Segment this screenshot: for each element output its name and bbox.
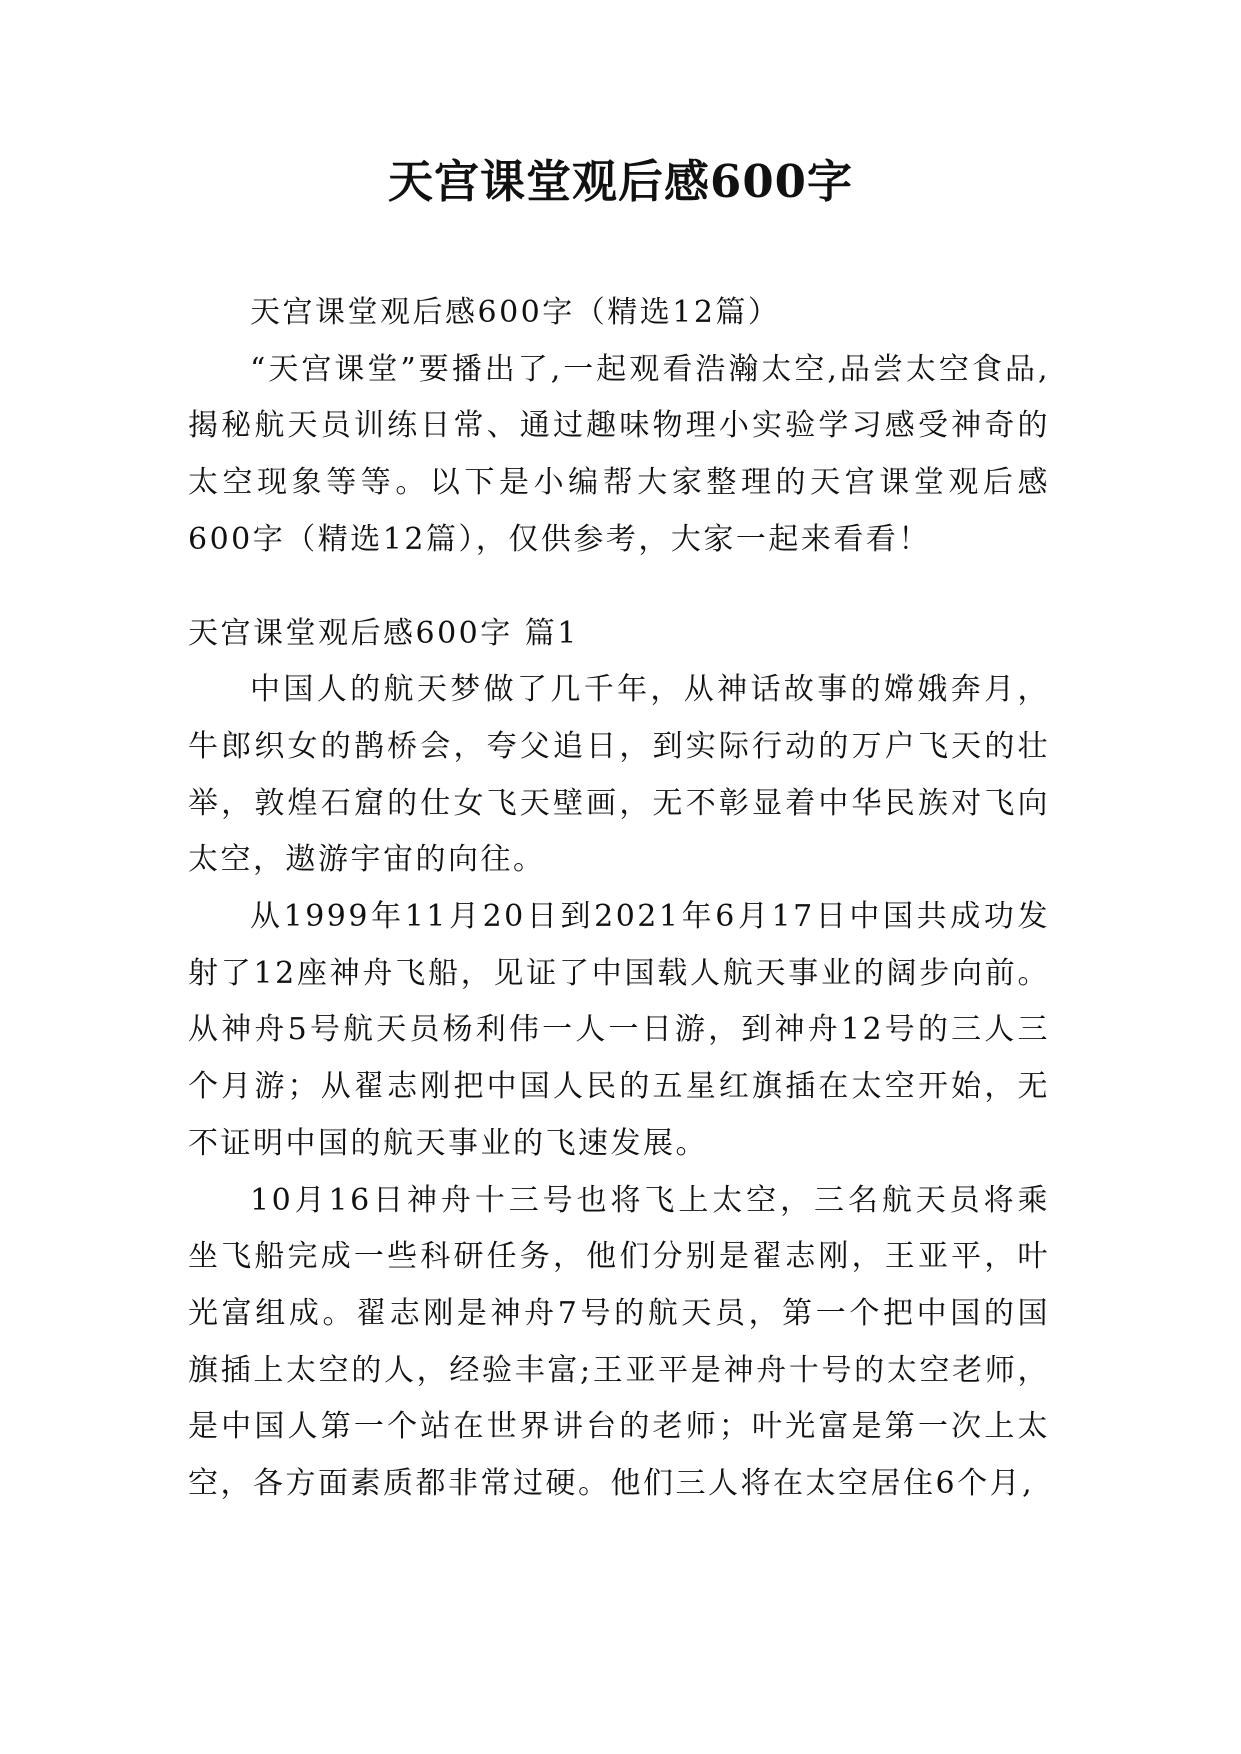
section-heading: 天宫课堂观后感600字 篇1 <box>188 615 579 651</box>
intro-subtitle: 天宫课堂观后感600字（精选12篇） <box>250 295 781 330</box>
document-title: 天宫课堂观后感600字 <box>388 155 853 208</box>
intro-paragraph: “天宫课堂”要播出了,一起观看浩瀚太空,品尝太空食品,揭秘航天员训练日常、通过趣味物理小实验学习感受神奇的太空现象等等。以下是小编帮大家整理的天宫课堂观后感600字（精选12篇），仅供参考，大家一起来看看！ <box>188 351 1050 557</box>
document-body <box>188 285 1050 1513</box>
body-paragraph-2: 从1999年11月20日到2021年6月17日中国共成功发射了12座神舟飞船，见证了中国载人航天事业的阔步向前。从神舟5号航天员杨利伟一人一日游，到神舟12号的三人三个月游；从翟志刚把中国人民的五星红旗插在太空开始，无不证明中国的航天事业的飞速发展。 <box>188 899 1050 1161</box>
body-paragraph-3: 10月16日神舟十三号也将飞上太空，三名航天员将乘坐飞船完成一些科研任务，他们分别是翟志刚，王亚平，叶光富组成。翟志刚是神舟7号的航天员，第一个把中国的国旗插上太空的人，经验丰富;王亚平是神舟十号的太空老师，是中国人第一个站在世界讲台的老师；叶光富是第一次上太空，各方面素质都非常过硬。他们三人将在太空居住6个月, <box>188 1182 1050 1502</box>
body-paragraph-1: 中国人的航天梦做了几千年，从神话故事的嫦娥奔月，牛郎织女的鹊桥会，夸父追日，到实际行动的万户飞天的壮举，敦煌石窟的仕女飞天壁画，无不彰显着中华民族对飞向太空，遨游宇宙的向往。 <box>188 672 1050 878</box>
